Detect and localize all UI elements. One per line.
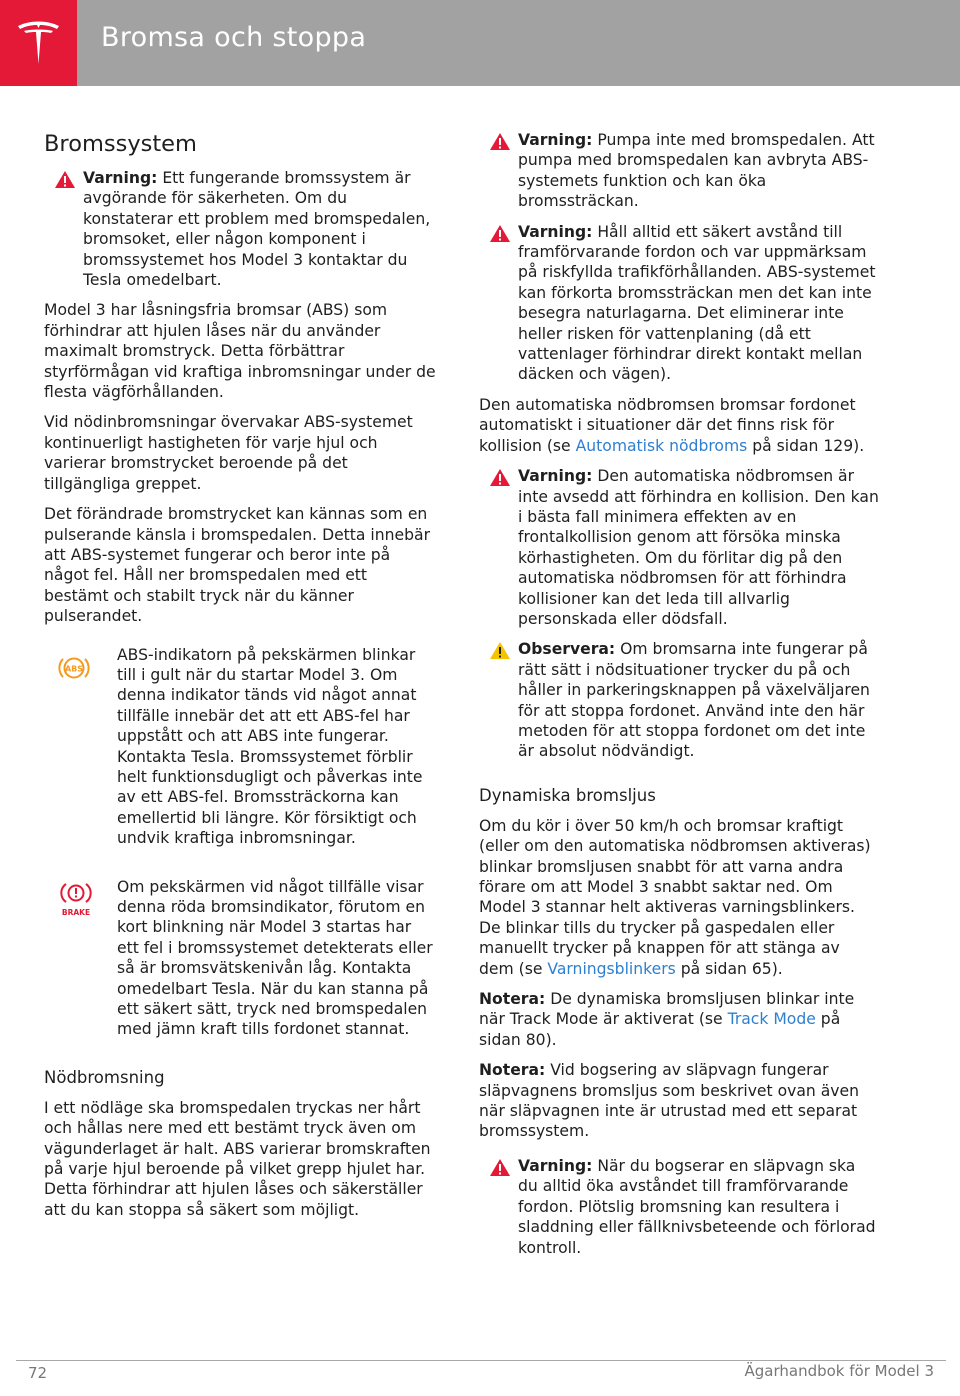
page-number: 72 [28, 1364, 48, 1382]
warning-label: Varning: [518, 1156, 593, 1175]
warning-triangle-icon [489, 132, 511, 151]
warning-text: Ett fungerande bromssystem är avgörande för säkerheten. Om du konstaterar ett problem med bromspedalen, bromsoket, eller någon komponent i bromssystemet hos Model 3 kontaktar du Tesla omedelbart. [83, 169, 431, 290]
warning-note [44, 168, 436, 290]
warning-text: Den automatiska nödbromsen är inte avsedd att förhindra en kollision. Den kan i bästa fall minimera effekten av en frontalkollision genom att försöka minska körhastigheten. Om du förlitar dig på den automatiska nödbromsen för att förhindra kollisioner kan det leda till allvarlig personskada eller dödsfall. [518, 467, 879, 628]
paragraph-text: Den automatiska nödbromsen bromsar fordonet automatiskt i situationer där det finns risk för kollision (se [479, 395, 856, 455]
warning-text: Håll alltid ett säkert avstånd till framförvarande fordon och var uppmärksam på riskfyllda trafikförhållanden. ABS-systemet kan förkorta bromssträckan men det kan inte besegra naturlagarna. Det eliminerar inte heller risken för vattenplaning (då ett vattenlager förhindrar direkt kontakt mellan däcken och vägen). [518, 222, 876, 384]
paragraph-text: på sidan 65). [675, 959, 783, 978]
warning-triangle-icon [54, 170, 76, 189]
note-text: på sidan 80). [479, 1010, 841, 1049]
paragraph: Model 3 har låsningsfria bromsar (ABS) som förhindrar att hjulen låses när du använder maximalt bromstryck. Detta förbättrar styrförmågan vid kraftiga inbromsningar under de flesta vägförhållanden. [44, 301, 436, 402]
note-text: Vid bogsering av släpvagn fungerar släpvagnens bromsljus som beskrivet ovan även när släpvagnen inte är utrustad med ett separat bromssystem. [479, 1061, 860, 1141]
brake-warning-icon [56, 881, 96, 919]
subsection-heading: Dynamiska bromsljus [479, 785, 656, 805]
left-column [44, 130, 436, 1230]
link-varningsblinkers[interactable]: Varningsblinkers [547, 959, 676, 978]
abs-warning-icon [58, 655, 90, 681]
abs-icon-label: ABS [64, 664, 84, 674]
brake-indicator-block [44, 877, 436, 1040]
link-automatisk-nodbroms[interactable]: Automatisk nödbroms [575, 436, 748, 455]
note-label: Notera: [479, 1061, 546, 1080]
warning-note [479, 222, 879, 385]
paragraph-text: Om du kör i över 50 km/h och bromsar kraftigt (eller om den automatiska nödbromsen aktiveras) blinkar bromsljusen snabbt för att varna andra förare om att Model 3 snabbt saktar ned. Om Model 3 stannar helt aktiveras varningsblinkers. De blinkar tills du trycker på gaspedalen eller manuellt trycker på knappen för att stänga av dem (se [479, 816, 871, 978]
right-column [479, 130, 879, 1268]
warning-text: Pumpa inte med bromspedalen. Att pumpa med bromspedalen kan avbryta ABS-systemets funktion och kan öka bromssträckan. [518, 131, 875, 211]
link-track-mode[interactable]: Track Mode [727, 1010, 816, 1029]
paragraph: Vid nödinbromsningar övervakar ABS-systemet kontinuerligt hastigheten för varje hjul och varierar bromstrycket beroende på det tillgängliga greppet. [44, 413, 413, 493]
warning-label: Varning: [518, 222, 593, 241]
brake-indicator-text: Om pekskärmen vid något tillfälle visar denna röda bromsindikator, förutom en kort blinkning när Model 3 startas har ett fel i bromssystemet detekterats eller så är bromsvätskenivån låg. Kontakta omedelbart Tesla. När du kan stanna på ett säkert sätt, tryck ned bromspedalen med jämn kraft tills fordonet stannat. [117, 877, 433, 1039]
warning-label: Varning: [83, 169, 158, 187]
tesla-logo-icon [16, 18, 61, 68]
warning-triangle-icon [489, 224, 511, 243]
paragraph: I ett nödläge ska bromspedalen tryckas ner hårt och hållas nere med ett bestämt tryck även om vägunderlaget är halt. ABS varierar bromskraften på varje hjul beroende på vilket grepp hjulet har. Detta förhindrar att hjulen låses och säkerställer att du kan stoppa så säkert som möjligt. [44, 1098, 431, 1219]
note-paragraph [479, 1060, 879, 1142]
abs-indicator-text: ABS-indikatorn på pekskärmen blinkar till i gult när du startar Model 3. Om denna indikator tänds vid något annat tillfälle innebär det att ett ABS-fel har uppstått och att ABS inte fungerar. Kontakta Tesla. Bromssystemet förblir helt funktionsdugligt och påverkas inte av ett ABS-fel. Bromssträckorna kan emellertid bli längre. Kör försiktigt och undvik kraftiga inbromsningar. [117, 645, 423, 848]
brand-logo-box [0, 0, 77, 86]
section-heading: Bromssystem [44, 131, 197, 157]
paragraph [479, 816, 879, 979]
document-title: Ägarhandbok för Model 3 [744, 1362, 934, 1380]
caution-note [479, 639, 879, 761]
warning-label: Varning: [518, 131, 593, 149]
page-title: Bromsa och stoppa [101, 22, 367, 53]
warning-label: Varning: [518, 467, 593, 486]
note-text: De dynamiska bromsljusen blinkar inte när Track Mode är aktiverat (se [479, 990, 855, 1029]
paragraph-text: på sidan 129). [747, 436, 865, 455]
paragraph: Det förändrade bromstrycket kan kännas som en pulserande känsla i bromspedalen. Detta innebär att ABS-systemet fungerar och beror inte på något fel. Håll ner bromspedalen med ett bestämt och stabilt tryck när du känner pulserandet. [44, 505, 430, 626]
abs-indicator-block [44, 645, 436, 849]
warning-note [479, 1156, 879, 1258]
paragraph [479, 395, 879, 456]
warning-note [479, 130, 879, 212]
warning-text: När du bogserar en släpvagn ska du alltid öka avståndet till framförvarande fordon. Plötslig bromsning kan resultera i sladdning eller fällknivsbeteende och förlorad kontroll. [518, 1156, 876, 1257]
subsection-heading: Nödbromsning [44, 1067, 165, 1087]
warning-note [479, 466, 879, 629]
warning-triangle-icon [489, 1158, 511, 1177]
warning-triangle-icon [489, 468, 511, 487]
footer-divider [16, 1360, 946, 1361]
caution-text: Om bromsarna inte fungerar på rätt sätt i nödsituationer trycker du på och håller in parkeringsknappen på växelväljaren för att stoppa fordonet. Använd inte den här metoden för att stoppa fordonet om det inte är absolut nödvändigt. [518, 640, 870, 761]
caution-triangle-icon [489, 641, 511, 660]
note-label: Notera: [479, 990, 546, 1009]
brake-icon-label: BRAKE [61, 907, 91, 917]
caution-label: Observera: [518, 640, 616, 659]
page-header [0, 0, 960, 86]
note-paragraph [479, 989, 879, 1050]
